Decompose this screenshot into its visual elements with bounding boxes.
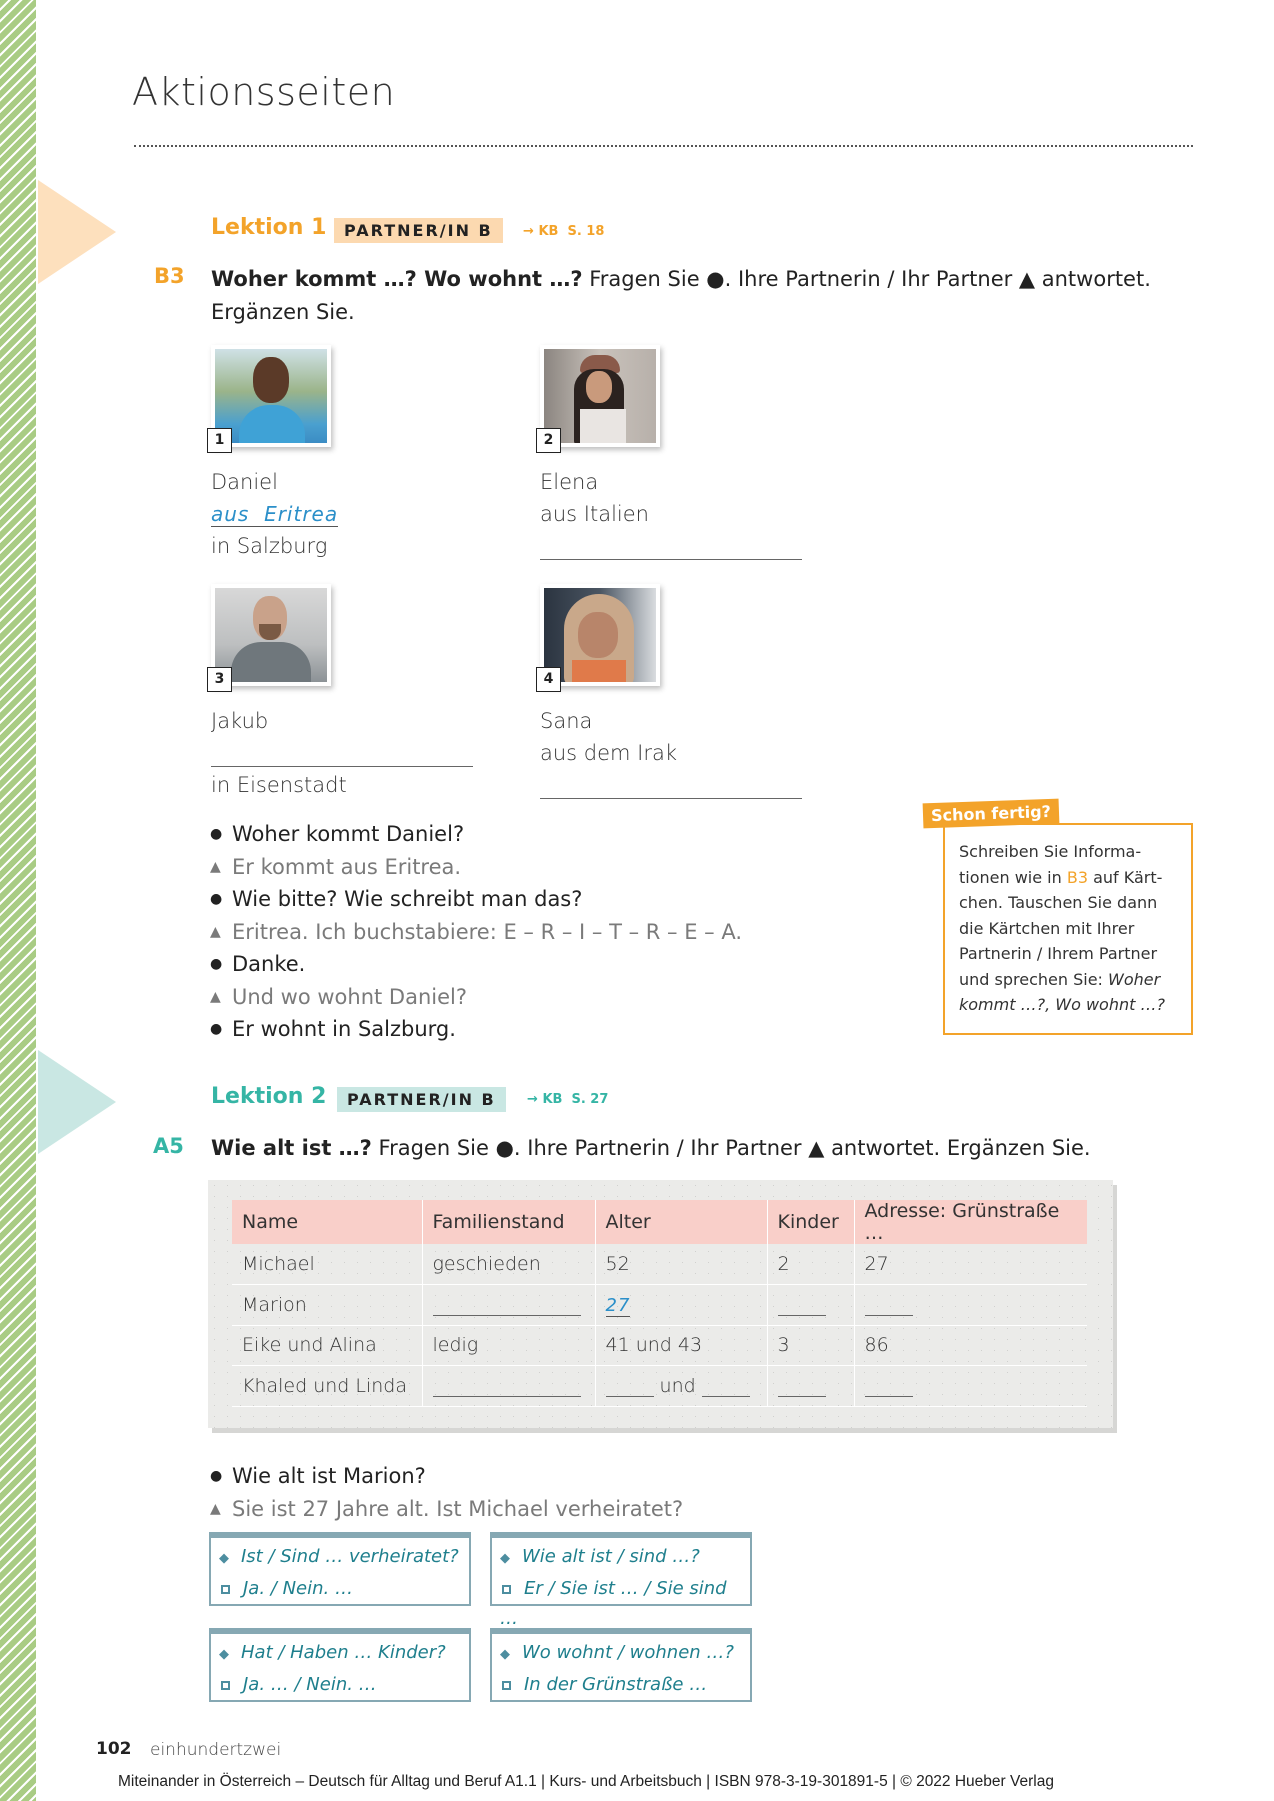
- dialogue-line: [210, 818, 742, 851]
- person-city: in Salzburg: [211, 534, 328, 558]
- square-icon: [502, 1681, 511, 1690]
- dialogue-text: Er kommt aus Eritrea.: [232, 854, 462, 879]
- triangle-icon: ▲: [210, 858, 221, 875]
- cell-address: 86: [854, 1325, 1087, 1366]
- person-shirt-shape: [239, 405, 305, 443]
- table-row: [232, 1285, 1087, 1326]
- column-header-adresse: Adresse: Grünstraße …: [854, 1200, 1087, 1244]
- dialogue-line: [210, 883, 742, 916]
- dialogue-line: [210, 851, 742, 884]
- lektion2-kb-reference: [527, 1092, 608, 1107]
- cell-address: [854, 1285, 1087, 1326]
- schon-fertig-text: [959, 992, 1191, 1018]
- dialogue-text: Woher kommt Daniel?: [232, 822, 465, 846]
- answer-blank[interactable]: [865, 1379, 913, 1397]
- dialogue-text: Und wo wohnt Daniel?: [232, 984, 468, 1009]
- redemittel-answer: In der Grünstraße …: [524, 1674, 708, 1695]
- person-face-shape: [586, 371, 612, 403]
- person-origin: aus dem Irak: [540, 741, 678, 765]
- handwritten-answer: 27: [605, 1294, 631, 1316]
- photo-number-badge: 3: [207, 667, 232, 692]
- column-header-familienstand: Familienstand: [422, 1200, 595, 1244]
- person-origin: aus Italien: [540, 502, 649, 526]
- bullet-circle-icon: ●: [210, 1021, 223, 1037]
- cell-age: 52: [595, 1244, 767, 1285]
- lektion1-partner-badge: PARTNER/IN B: [334, 218, 503, 243]
- answer-blank[interactable]: [606, 1379, 654, 1397]
- footer-copyright: Miteinander in Österreich – Deutsch für Alltag und Beruf A1.1 | Kurs- und Arbeitsbuch | ISBN 978-3-19-301891-5 | © 2022 Hueber Verlag: [118, 1773, 1054, 1790]
- kb-page-ref: KB S. 18: [538, 224, 605, 239]
- dialogue-lektion2: [210, 1460, 683, 1525]
- answer-blank[interactable]: [433, 1298, 581, 1316]
- table-row: [232, 1244, 1087, 1285]
- dialogue-line: [210, 1493, 683, 1526]
- dialogue-line: [210, 1013, 742, 1046]
- info-table: [232, 1200, 1087, 1407]
- cell-kids: [767, 1366, 854, 1407]
- text-part: tionen wie in: [959, 867, 1067, 887]
- person-shirt-shape: [580, 409, 626, 443]
- dialogue-line: [210, 916, 742, 949]
- column-header-name: Name: [232, 1200, 422, 1244]
- redemittel-answer: Ja. … / Nein. …: [243, 1674, 377, 1695]
- lektion1-heading: Lektion 1: [211, 215, 327, 240]
- diamond-icon: ◆: [219, 1647, 229, 1662]
- dialogue-text: Wie alt ist Marion?: [232, 1464, 426, 1488]
- age-connector: und: [659, 1374, 696, 1397]
- cell-name: Eike und Alina: [232, 1325, 422, 1366]
- arrow-right-icon: →: [523, 224, 534, 239]
- triangle-icon: ▲: [210, 1500, 221, 1517]
- photo-number-badge: 4: [536, 667, 561, 692]
- redemittel-answer: Ja. / Nein. …: [243, 1578, 353, 1599]
- info-table-card: [208, 1180, 1113, 1428]
- photo-daniel: [211, 345, 331, 447]
- redemittel-box: [490, 1532, 752, 1629]
- schon-fertig-text: [959, 865, 1191, 891]
- task-a5-instruction: [211, 1132, 1171, 1165]
- task-b3-instruction: [211, 263, 1171, 329]
- cell-name: Marion: [232, 1285, 422, 1326]
- table-row: [232, 1366, 1087, 1407]
- answer-blank[interactable]: [433, 1379, 581, 1397]
- answer-blank[interactable]: [778, 1298, 826, 1316]
- cell-name: Khaled und Linda: [232, 1366, 422, 1407]
- page-number: 102: [96, 1739, 132, 1759]
- square-icon: [221, 1585, 230, 1594]
- schon-fertig-text: Partnerin / Ihrem Partner: [959, 944, 1158, 963]
- cell-address: 27: [854, 1244, 1087, 1285]
- photo-number-badge: 1: [207, 428, 232, 453]
- cell-age: 41 und 43: [595, 1325, 767, 1366]
- text-part-italic: kommt …?, Wo wohnt …?: [959, 995, 1165, 1014]
- redemittel-question: Ist / Sind … verheiratet?: [241, 1546, 459, 1567]
- answer-blank-jakub-origin[interactable]: [211, 766, 473, 767]
- side-stripe-decoration: [0, 0, 36, 1801]
- schon-fertig-text: die Kärtchen mit Ihrer: [959, 918, 1135, 938]
- schon-fertig-text: Schreiben Sie Informa-: [959, 842, 1142, 861]
- column-header-kinder: Kinder: [767, 1200, 854, 1244]
- text-part-italic: Woher: [1108, 969, 1161, 989]
- person-name: Daniel: [211, 470, 278, 494]
- answer-blank[interactable]: [702, 1379, 750, 1397]
- dialogue-text: Wie bitte? Wie schreibt man das?: [232, 887, 583, 911]
- lektion2-heading: Lektion 2: [211, 1084, 327, 1109]
- diamond-icon: ◆: [500, 1551, 510, 1566]
- page-number-word: einhundertzwei: [150, 1740, 282, 1760]
- instruction-rest: Fragen Sie ●. Ihre Partnerin / Ihr Partner ▲ antwortet.: [582, 267, 1151, 291]
- person-face-shape: [578, 612, 618, 658]
- cell-age: [595, 1366, 767, 1407]
- lektion1-triangle-marker: [38, 180, 116, 284]
- person-daniel-info: [211, 466, 338, 562]
- person-sana-info: [540, 705, 677, 769]
- dialogue-text: Er wohnt in Salzburg.: [232, 1017, 456, 1041]
- redemittel-answer: Er / Sie ist … / Sie sind …: [500, 1578, 727, 1629]
- page-title: Aktionsseiten: [132, 70, 396, 114]
- bullet-circle-icon: ●: [210, 956, 223, 972]
- answer-blank-sana-city[interactable]: [540, 798, 802, 799]
- cell-status: [422, 1366, 595, 1407]
- diamond-icon: ◆: [219, 1551, 229, 1566]
- task-reference: B3: [1066, 867, 1089, 887]
- redemittel-question: Wo wohnt / wohnen …?: [522, 1642, 734, 1663]
- photo-number-badge: 2: [536, 428, 561, 453]
- instruction-bold: Woher kommt …? Wo wohnt …?: [211, 267, 583, 291]
- triangle-icon: ▲: [210, 923, 221, 940]
- text-part: und sprechen Sie:: [959, 969, 1109, 989]
- bullet-circle-icon: ●: [210, 826, 223, 842]
- lektion1-kb-reference: [523, 224, 604, 239]
- cell-name: Michael: [232, 1244, 422, 1285]
- instruction-line2: Ergänzen Sie.: [211, 300, 355, 324]
- person-name: Sana: [540, 709, 593, 733]
- dialogue-lektion1: [210, 818, 742, 1046]
- cell-kids: 2: [767, 1244, 854, 1285]
- redemittel-question: Wie alt ist / sind …?: [522, 1546, 700, 1567]
- answer-blank-elena-city[interactable]: [540, 559, 802, 560]
- photo-elena: [540, 345, 660, 447]
- instruction-bold: Wie alt ist …?: [211, 1136, 372, 1160]
- table-row: [232, 1325, 1087, 1366]
- cell-age: [595, 1285, 767, 1326]
- title-divider: [134, 145, 1193, 147]
- text-part: auf Kärt-: [1088, 867, 1163, 887]
- person-jacket-shape: [231, 642, 311, 682]
- column-header-alter: Alter: [595, 1200, 767, 1244]
- instruction-rest: Fragen Sie ●. Ihre Partnerin / Ihr Partner ▲ antwortet. Ergänzen Sie.: [371, 1136, 1091, 1160]
- cell-address: [854, 1366, 1087, 1407]
- dialogue-line: [210, 981, 742, 1014]
- schon-fertig-box: [943, 823, 1193, 1035]
- kb-page-ref: KB S. 27: [542, 1092, 609, 1107]
- lektion2-partner-badge: PARTNER/IN B: [337, 1087, 506, 1112]
- dialogue-text: Eritrea. Ich buchstabiere: E – R – I – T – R – E – A.: [232, 919, 742, 944]
- cell-status: [422, 1285, 595, 1326]
- bullet-circle-icon: ●: [210, 1468, 223, 1484]
- redemittel-box: [209, 1628, 471, 1702]
- photo-jakub: [211, 584, 331, 686]
- diamond-icon: ◆: [500, 1647, 510, 1662]
- person-scarf-shape: [572, 660, 626, 682]
- redemittel-box: [490, 1628, 752, 1702]
- person-head-shape: [253, 357, 289, 403]
- dialogue-text: Danke.: [232, 952, 306, 976]
- arrow-right-icon: →: [527, 1092, 538, 1107]
- cell-kids: 3: [767, 1325, 854, 1366]
- redemittel-box: [209, 1532, 471, 1606]
- schon-fertig-tag: Schon fertig?: [923, 799, 1060, 829]
- dialogue-line: [210, 1460, 683, 1493]
- square-icon: [502, 1585, 511, 1594]
- task-id-b3: B3: [154, 264, 185, 288]
- answer-blank[interactable]: [865, 1298, 913, 1316]
- schon-fertig-text: [959, 967, 1191, 993]
- cell-status: ledig: [422, 1325, 595, 1366]
- redemittel-question: Hat / Haben … Kinder?: [241, 1642, 446, 1663]
- cell-kids: [767, 1285, 854, 1326]
- square-icon: [221, 1681, 230, 1690]
- lektion2-triangle-marker: [38, 1050, 116, 1154]
- person-elena-info: [540, 466, 649, 530]
- photo-sana: [540, 584, 660, 686]
- person-jakub-name: Jakub: [211, 709, 269, 733]
- bullet-circle-icon: ●: [210, 891, 223, 907]
- task-id-a5: A5: [153, 1134, 184, 1158]
- answer-blank[interactable]: [778, 1379, 826, 1397]
- schon-fertig-text: chen. Tauschen Sie dann: [959, 893, 1158, 912]
- dialogue-line: [210, 948, 742, 981]
- person-name: Elena: [540, 470, 599, 494]
- person-jakub-city: in Eisenstadt: [211, 773, 347, 797]
- triangle-icon: ▲: [210, 988, 221, 1005]
- dialogue-text: Sie ist 27 Jahre alt. Ist Michael verheiratet?: [232, 1496, 684, 1521]
- table-header-row: [232, 1200, 1087, 1244]
- handwritten-answer: aus Eritrea: [211, 502, 339, 526]
- cell-status: geschieden: [422, 1244, 595, 1285]
